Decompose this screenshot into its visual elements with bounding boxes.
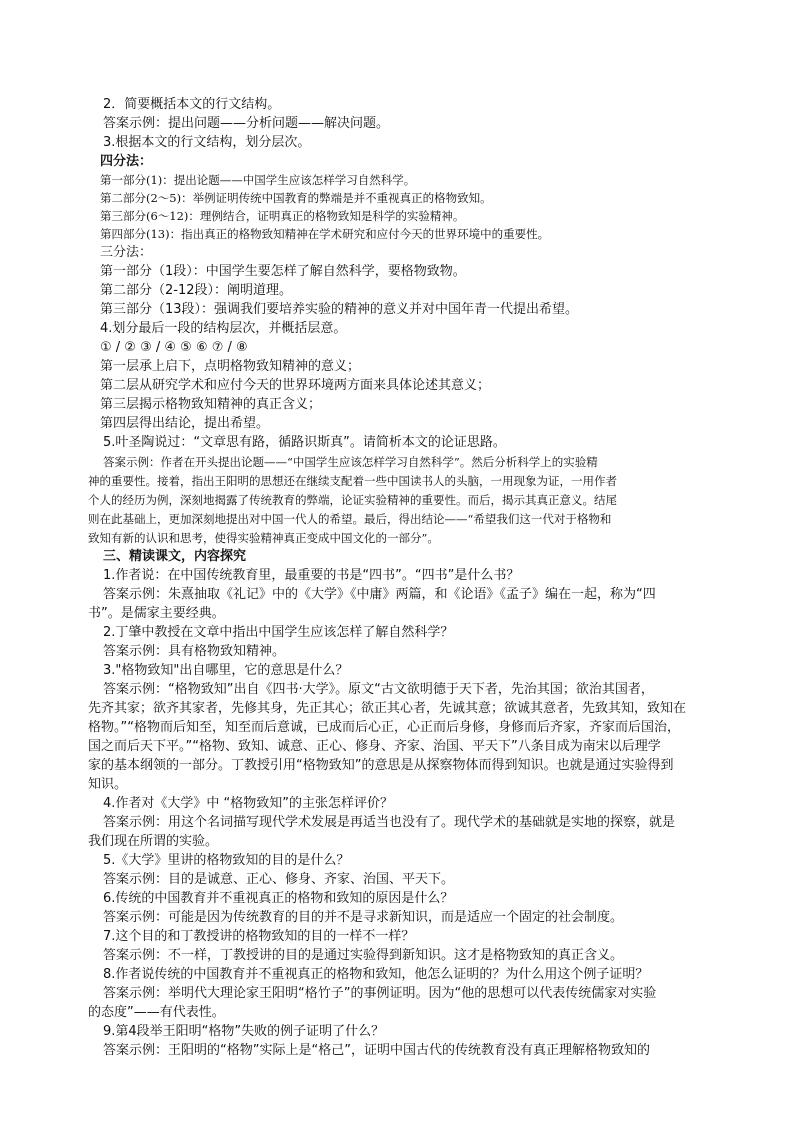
answer-5-line-3: 个人的经历为例，深刻地揭露了传统教育的弊端，论证实验精神的重要性。而后，揭示其真正意义。结尾 [88,493,617,507]
q1-answer-line-2: 书”。是儒家主要经典。 [88,606,225,621]
q6-answer: 答案示例：可能是因为传统教育的目的并不是寻求新知识，而是适应一个固定的社会制度。 [103,910,624,925]
q7-answer: 答案示例：不一样，丁教授讲的目的是通过实验得到新知识。这才是格物致知的真正含义。 [103,948,624,963]
q1-answer-line-1: 答案示例：朱熹抽取《礼记》中的《大学》《中庸》两篇，和《论语》《孟子》编在一起，称为“四 [103,587,656,602]
q6: 6.传统的中国教育并不重视真正的格物和致知的原因是什么？ [103,891,454,906]
q2-answer: 答案示例：具有格物致知精神。 [103,644,286,659]
three-part-1: 第一部分（1段）：中国学生要怎样了解自然科学，要格物致物。 [100,264,466,279]
part-4-line: 第四部分(13)：指出真正的格物致知精神在学术研究和应付今天的世界环境中的重要性。 [100,227,550,241]
question-4: 4.划分最后一段的结构层次，并概括层意。 [100,321,347,336]
layer-4: 第四层得出结论，提出希望。 [100,416,270,431]
q4: 4.作者对《大学》中 “格物致知”的主张怎样评价？ [103,796,394,811]
q8: 8.作者说传统的中国教育并不重视真正的格物和致知，他怎么证明的？为什么用这个例子证明？ [103,967,649,982]
part-2-line: 第二部分(2～5)：举例证明传统中国教育的弊端是并不重视真正的格物致知。 [100,191,492,205]
answer-5-line-5: 致知有新的认识和思考，使得实验精神真正变成中国文化的一部分”。 [88,531,439,545]
q4-answer-line-1: 答案示例：用这个名词描写现代学术发展是再适当也没有了。现代学术的基础就是实地的探察，就是 [103,815,676,830]
four-part-heading: 四分法： [100,154,153,169]
q1: 1.作者说：在中国传统教育里，最重要的书是“四书”。“四书”是什么书？ [103,568,520,583]
q8-answer-line-2: 的态度”——有代表性。 [88,1005,225,1020]
section-heading-3: 三、精读课文，内容探究 [103,549,247,564]
q3-answer-line-5: 家的基本纲领的一部分。丁教授引用“格物致知”的意思是从探察物体而得到知识。也就是通过实验得到 [88,758,674,773]
answer-5-line-1: 答案示例：作者在开头提出论题——“中国学生应该怎样学习自然科学”。然后分析科学上的实验精 [103,455,598,469]
three-part-heading: 三分法： [100,245,153,260]
q9: 9.第4段举王阳明“格物”失败的例子证明了什么？ [103,1024,385,1039]
q3-answer-line-3: 格物。”“格物而后知至，知至而后意诚，已成而后心正，心正而后身修，身修而后齐家，齐家而后国治， [88,720,680,735]
q7: 7.这个目的和丁教授讲的格物致知的目的一样不一样？ [103,929,415,944]
question-5: 5.叶圣陶说过：“文章思有路，循路识斯真”。请简析本文的论证思路。 [103,435,506,450]
q3-answer-line-2: 先齐其家；欲齐其家者，先修其身，先正其心；欲正其心者，先诚其意；欲诚其意者，先致其知，致知在 [88,701,687,716]
q8-answer-line-1: 答案示例：举明代大理论家王阳明“格竹子”的事例证明。因为“他的思想可以代表传统儒家对实验 [103,986,657,1001]
q9-answer-line-1: 答案示例：王阳明的“格物”实际上是“格己”，证明中国古代的传统教育没有真正理解格物致知的 [103,1043,650,1058]
layer-2: 第二层从研究学术和应付今天的世界环境两方面来具体论述其意义； [100,378,491,393]
q2: 2.丁肇中教授在文章中指出中国学生应该怎样了解自然科学？ [103,625,454,640]
question-2: 2．简要概括本文的行文结构。 [103,97,281,112]
three-part-3: 第三部分（13段）：强调我们要培养实验的精神的意义并对中国年青一代提出希望。 [100,302,579,317]
q3: 3."格物致知"出自哪里，它的意思是什么？ [103,663,349,678]
layer-markers: ① / ② ③ / ④ ⑤ ⑥ ⑦ / ⑧ [100,340,248,355]
part-1-line: 第一部分(1)：提出论题——中国学生应该怎样学习自然科学。 [100,173,416,187]
q5-answer: 答案示例：目的是诚意、正心、修身、齐家、治国、平天下。 [103,872,455,887]
answer-5-line-2: 神的重要性。接着，指出王阳明的思想还在继续支配着一些中国读书人的头脑，一用现象为证，一用作者 [88,474,617,488]
q3-answer-line-6: 知识。 [88,777,128,792]
q3-answer-line-4: 国之而后天下平。”“格物、致知、诚意、正心、修身、齐家、治国、平天下”八条目成为南宋以后理学 [88,739,661,754]
q3-answer-line-1: 答案示例：“格物致知”出自《四书·大学》。原文“古文欲明德于天下者，先治其国；欲治其国者， [103,682,654,697]
layer-3: 第三层揭示格物致知精神的真正含义； [100,397,322,412]
answer-5-line-4: 则在此基础上，更加深刻地提出对中国一代人的希望。最后，得出结论——“希望我们这一代对于格物和 [88,512,612,526]
layer-1: 第一层承上启下，点明格物致知精神的意义； [100,359,361,374]
q5: 5.《大学》里讲的格物致知的目的是什么？ [103,853,350,868]
answer-2: 答案示例：提出问题——分析问题——解决问题。 [103,116,390,131]
part-3-line: 第三部分(6～12)：理例结合，证明真正的格物致知是科学的实验精神。 [100,209,465,223]
question-3: 3.根据本文的行文结构，划分层次。 [103,135,311,150]
q4-answer-line-2: 我们现在所谓的实验。 [88,834,219,849]
three-part-2: 第二部分（2-12段）：阐明道理。 [100,283,293,298]
